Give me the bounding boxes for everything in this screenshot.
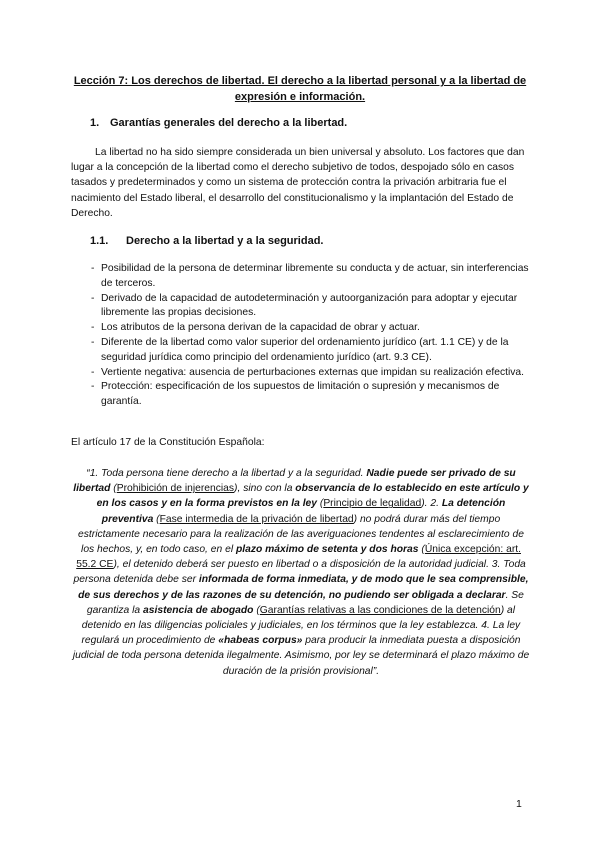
bullet-list	[71, 262, 531, 410]
list-item-text: Los atributos de la persona derivan de la capacidad de obrar y actuar.	[101, 322, 420, 334]
bullet-dash: -	[91, 263, 95, 274]
lesson-title: Lección 7: Los derechos de libertad. El derecho a la libertad personal y a la libertad de expresión e información.	[73, 75, 527, 103]
list-item	[71, 380, 531, 410]
quote-bold: observancia de lo establecido en este artículo y en los casos y en la forma previstos en la ley	[96, 483, 529, 510]
bullet-dash: -	[91, 366, 95, 378]
quote-text: ), el detenido deberá ser puesto en libertad o a disposición de la autoridad judicial. 3. Toda persona detenida debe ser	[73, 559, 526, 586]
quote-text: (	[317, 498, 324, 510]
quote-text: (	[110, 483, 117, 495]
list-item	[71, 292, 531, 322]
quote-text: (	[418, 544, 425, 556]
quote-text: (	[153, 513, 160, 525]
subsection-number: 1.1.	[90, 235, 109, 247]
subsection-heading-text: Derecho a la libertad y a la seguridad.	[126, 235, 324, 247]
quote-text: ) al detenido en las diligencias policiales y judiciales, en los términos que la ley establezca. 4. La ley regulará un procedimiento de	[81, 604, 521, 647]
page-number: 1	[516, 798, 522, 810]
list-item	[71, 336, 531, 366]
list-item	[71, 366, 531, 381]
article-17-quote	[72, 466, 530, 679]
quote-text: para producir la inmediata puesta a disposición judicial de toda persona detenida ilegalmente. Asimismo, por ley se determinará el plazo máximo de duración de la prisión provisional”.	[72, 635, 530, 677]
quote-bold: Nadie puede ser privado de su libertad	[73, 468, 516, 495]
quote-annotation: Única excepción: art. 55.2 CE	[76, 544, 521, 571]
quote-bold: asistencia de abogado	[143, 604, 254, 616]
section-heading-text: Garantías generales del derecho a la libertad.	[110, 117, 348, 129]
intro-paragraph: La libertad no ha sido siempre considerada un bien universal y absoluto. Los factores que dan lugar a la concepción de la libertad como el derecho subjetivo de todos, despojado sólo en casos tasados y predeterminados y como un sistema de protección contra la privación arbitraria fue el nacimiento del Estado liberal, el desarrollo del constitucionalismo y la implantación del Estado de Derecho.	[71, 147, 525, 219]
list-item-text: Posibilidad de la persona de determinar libremente su conducta y de actuar, sin interferencias de terceros.	[101, 263, 529, 289]
subsection-heading-1-1	[90, 235, 323, 247]
bullet-dash: -	[91, 381, 95, 393]
quote-annotation: Prohibición de injerencias	[116, 483, 235, 495]
quote-text: ). 2.	[421, 498, 442, 510]
quote-text: ), sino con la	[234, 483, 296, 495]
quote-text: ) no podrá durar más del tiempo estrictamente necesario para la realización de las averiguaciones tendentes al esclarecimiento de los hechos, y, en todo caso, en el	[78, 513, 524, 556]
quote-bold: plazo máximo de setenta y dos horas	[235, 544, 419, 556]
quote-text: (	[253, 604, 260, 616]
list-item-text: Vertiente negativa: ausencia de perturbaciones externas que impidan su realización efectiva.	[101, 366, 525, 378]
quote-annotation: Garantías relativas a las condiciones de la detención	[259, 604, 501, 616]
quote-bold: «habeas corpus»	[218, 635, 303, 647]
quote-bold: informada de forma inmediata, y de modo que le sea comprensible, de sus derechos y de las razones de su detención, no pudiendo ser obligada a declarar	[78, 574, 529, 601]
section-heading-1	[90, 117, 347, 129]
bullet-dash: -	[91, 336, 95, 348]
quote-bold: La detención preventiva	[101, 498, 506, 525]
quote-text: . Se garantiza la	[86, 589, 524, 616]
article-intro: El artículo 17 de la Constitución Española:	[71, 437, 265, 448]
list-item-text: Derivado de la capacidad de autodeterminación y autoorganización para adoptar y ejecutar libremente las propias decisiones.	[101, 292, 518, 319]
list-item-text: Diferente de la libertad como valor superior del ordenamiento jurídico (art. 1.1 CE) y de la seguridad jurídica como principio del ordenamiento jurídico (art. 9.3 CE).	[101, 336, 509, 363]
bullet-dash: -	[91, 292, 95, 304]
list-item-text: Protección: especificación de los supuestos de limitación o supresión y mecanismos de garantía.	[101, 381, 500, 408]
list-item	[71, 262, 531, 292]
section-number: 1.	[90, 117, 100, 129]
quote-text: “1. Toda persona tiene derecho a la libertad y a la seguridad.	[86, 468, 367, 479]
quote-annotation: Principio de legalidad	[323, 498, 422, 510]
quote-annotation: Fase intermedia de la privación de libertad	[159, 513, 354, 525]
list-item	[71, 321, 531, 336]
bullet-dash: -	[91, 322, 95, 334]
